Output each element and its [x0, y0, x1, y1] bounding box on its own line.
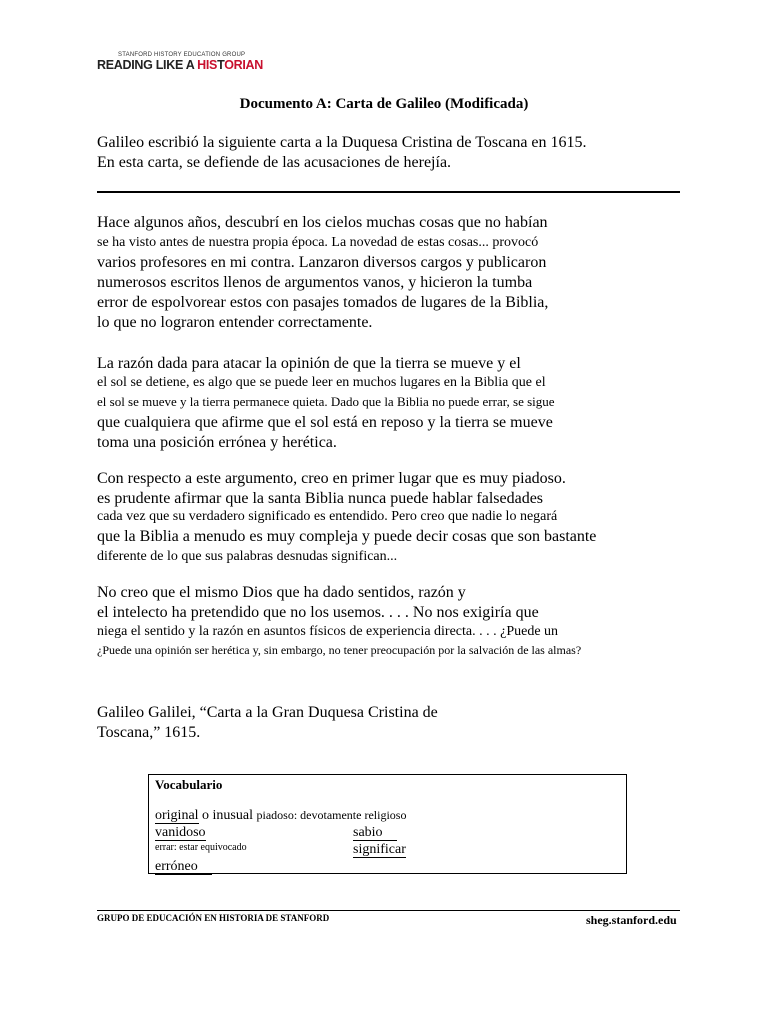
paragraph-line: cada vez que su verdadero significado es entendido. Pero creo que nadie lo negará: [97, 509, 558, 524]
footer-organization: GRUPO DE EDUCACIÓN EN HISTORIA DE STANFORD: [97, 913, 330, 923]
vocab-term-piadoso: piadoso: devotamente religioso: [256, 808, 407, 822]
paragraph-3: [97, 470, 596, 569]
intro-line: En esta carta, se defiende de las acusaciones de herejía.: [97, 154, 452, 171]
paragraph-line: No creo que el mismo Dios que ha dado sentidos, razón y: [97, 584, 466, 601]
logo-text-suffix: RIAN: [233, 58, 263, 72]
paragraph-line: es prudente afirmar que la santa Biblia nunca puede hablar falsedades: [97, 490, 544, 507]
paragraph-4: [97, 584, 581, 661]
intro-line: Galileo escribió la siguiente carta a la Duquesa Cristina de Toscana en 1615.: [97, 134, 587, 151]
paragraph-line: error de espolvorear estos con pasajes tomados de lugares de la Biblia,: [97, 294, 549, 311]
vocab-term-text: erróneo: [155, 859, 212, 875]
vocab-term-vanidoso: [155, 825, 206, 841]
paragraph-line: se ha visto antes de nuestra propia época. La novedad de estas cosas... provocó: [97, 235, 539, 250]
vocab-text: o inusual: [198, 808, 257, 823]
vocab-term-significar: [353, 842, 406, 858]
vocab-term-erroneo: [155, 859, 212, 875]
paragraph-line: niega el sentido y la razón en asuntos físicos de experiencia directa. . . . ¿Puede un: [97, 624, 559, 639]
logo-text-mid: T: [217, 58, 225, 72]
vocab-term-text: sabio: [353, 825, 397, 841]
divider: [97, 191, 680, 193]
vocab-term-sabio: [353, 825, 397, 841]
vocab-term-errar: [155, 842, 247, 853]
paragraph-line: el sol se detiene, es algo que se puede leer en muchos lugares en la Biblia que el: [97, 375, 546, 390]
vocab-term-text: errar: estar equivocado: [155, 842, 247, 853]
citation-line: Galileo Galilei, “Carta a la Gran Duquesa Cristina de: [97, 704, 438, 721]
paragraph-line: varios profesores en mi contra. Lanzaron diversos cargos y publicaron: [97, 254, 547, 271]
paragraph-line: toma una posición errónea y herética.: [97, 434, 337, 451]
logo-subtitle: STANFORD HISTORY EDUCATION GROUP: [118, 52, 246, 58]
paragraph-2: [97, 355, 555, 454]
paragraph-line: lo que no lograron entender correctamente.: [97, 314, 373, 331]
footer-divider: [97, 910, 680, 911]
paragraph-line: Con respecto a este argumento, creo en primer lugar que es muy piadoso.: [97, 470, 566, 487]
paragraph-line: La razón dada para atacar la opinión de que la tierra se mueve y el: [97, 355, 521, 372]
paragraph-line: que la Biblia a menudo es muy compleja y puede decir cosas que son bastante: [97, 528, 597, 545]
logo: [97, 58, 263, 72]
intro: [97, 133, 587, 173]
vocab-term-text: vanidoso: [155, 825, 206, 840]
paragraph-line: numerosos escritos llenos de argumentos vanos, y hicieron la tumba: [97, 274, 533, 291]
paragraph-line: Hace algunos años, descubrí en los cielos muchas cosas que no habían: [97, 214, 548, 231]
paragraph-line: que cualquiera que afirme que el sol está en reposo y la tierra se mueve: [97, 414, 553, 431]
vocabulary-heading: Vocabulario: [155, 777, 223, 792]
document-title: Documento A: Carta de Galileo (Modificada): [239, 96, 529, 112]
vocab-term-original: original: [155, 808, 199, 823]
paragraph-line: el sol se mueve y la tierra permanece quieta. Dado que la Biblia no puede errar, se sigue: [97, 394, 555, 409]
vocab-term-text: significar: [353, 842, 406, 857]
vocabulary-box: [148, 774, 627, 874]
citation-line: Toscana,” 1615.: [97, 724, 201, 741]
vocab-row-1: [155, 808, 406, 824]
logo-text-red-1: HIS: [197, 58, 218, 72]
logo-text-prefix: READING LIKE A: [97, 58, 198, 72]
paragraph-line: diferente de lo que sus palabras desnudas significan...: [97, 549, 398, 564]
paragraph-line: el intelecto ha pretendido que no los usemos. . . . No nos exigiría que: [97, 604, 539, 621]
footer-website: sheg.stanford.edu: [586, 913, 677, 927]
paragraph-line: ¿Puede una opinión ser herética y, sin embargo, no tener preocupación por la salvación de las almas?: [97, 643, 582, 657]
citation: [97, 703, 438, 743]
paragraph-1: [97, 214, 548, 334]
logo-text-red-2: O: [224, 58, 234, 72]
